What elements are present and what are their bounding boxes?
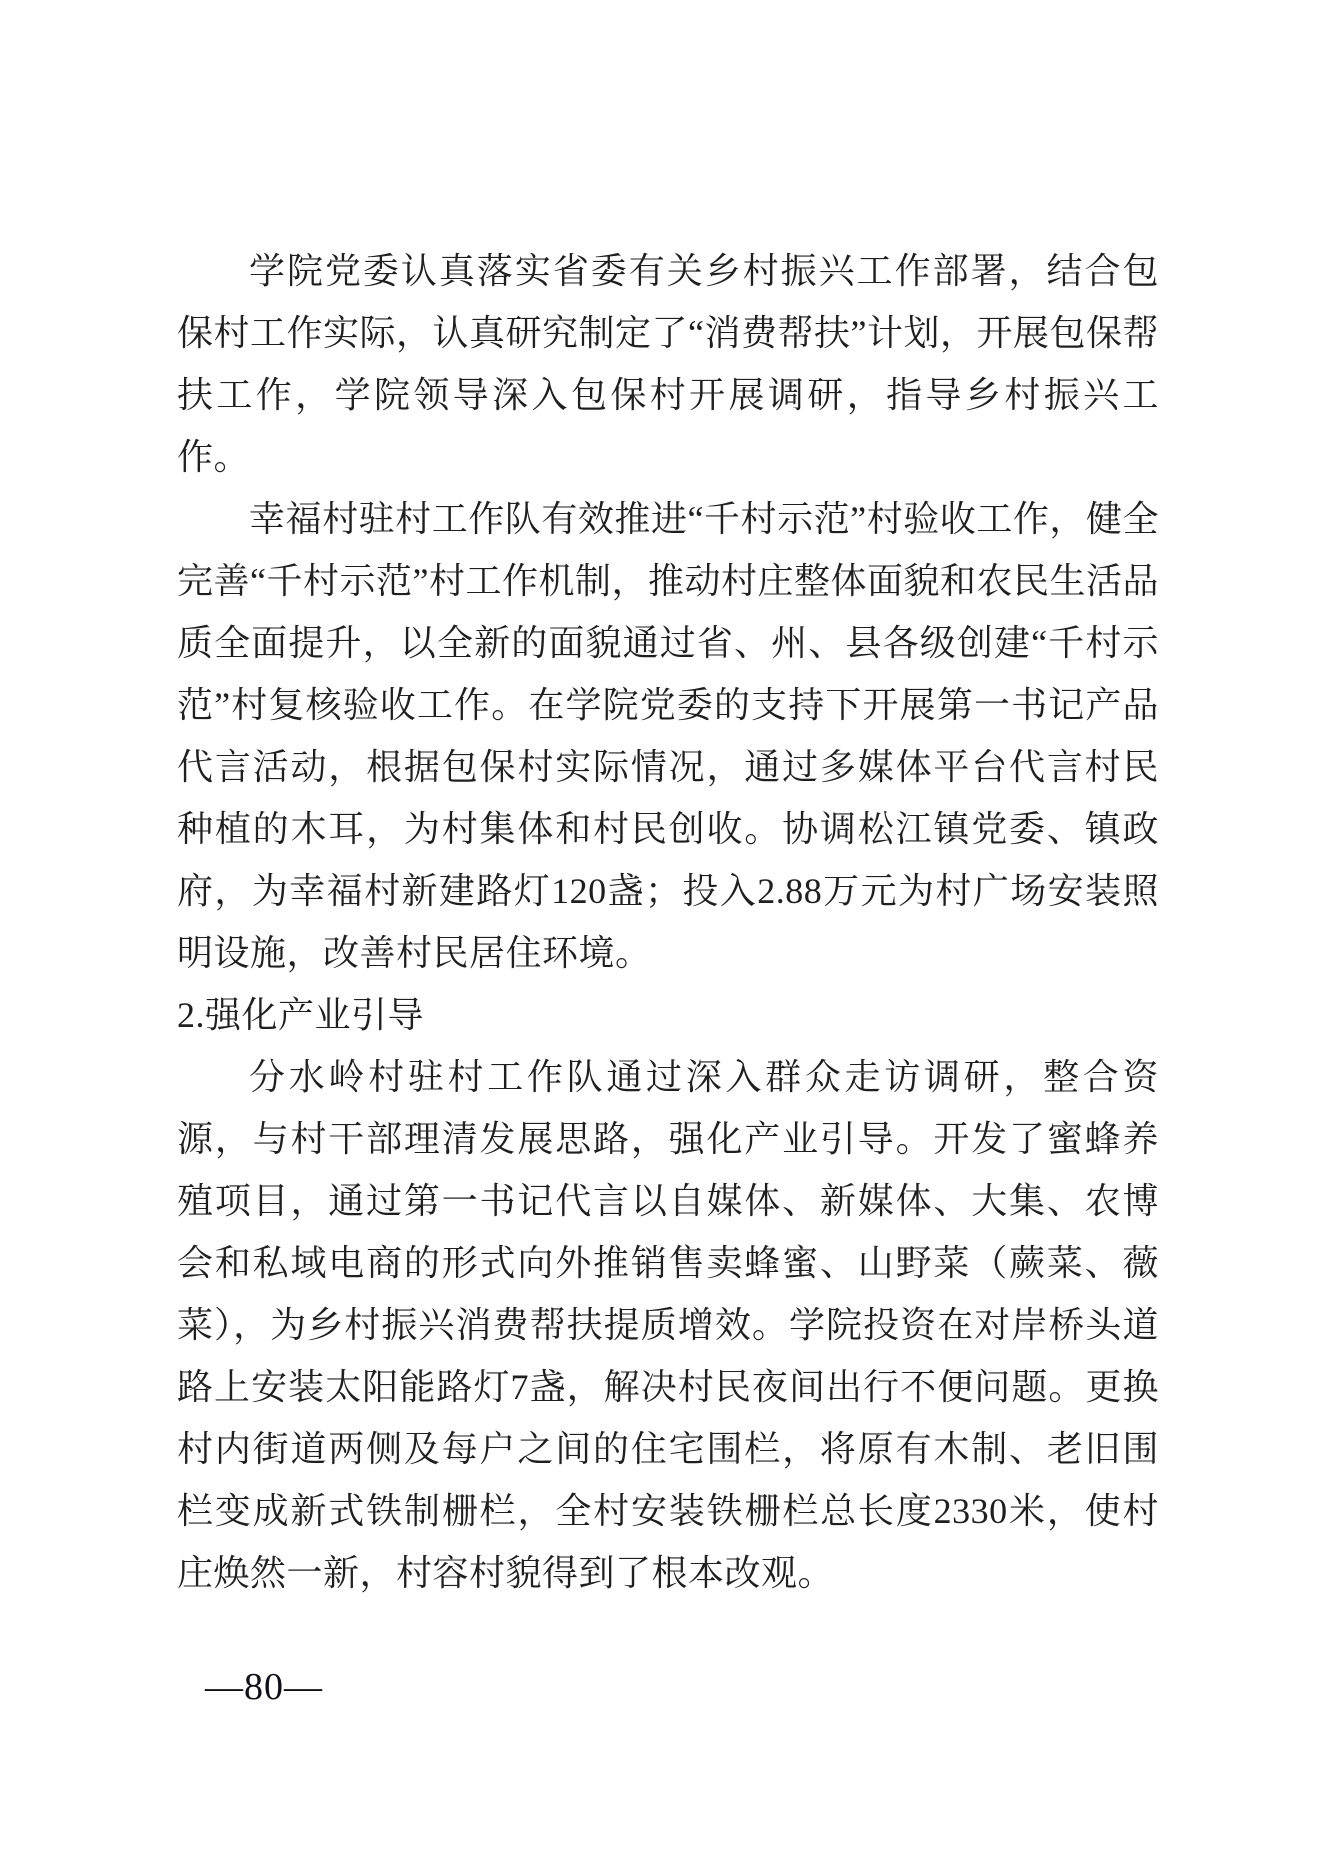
paragraph-2: 幸福村驻村工作队有效推进“千村示范”村验收工作，健全完善“千村示范”村工作机制，推动村庄整体面貌和农民生活品质全面提升，以全新的面貌通过省、州、县各级创建“千村示范”村复核验收工作。在学院党委的支持下开展第一书记产品代言活动，根据包保村实际情况，通过多媒体平台代言村民种植的木耳，为村集体和村民创收。协调松江镇党委、镇政府，为幸福村新建路灯120盏；投入2.88万元为村广场安装照明设施，改善村民居住环境。 [177,499,1159,973]
section-heading: 2.强化产业引导 [177,995,425,1035]
paragraph-1: 学院党委认真落实省委有关乡村振兴工作部署，结合包保村工作实际，认真研究制定了“消费帮扶”计划，开展包保帮扶工作，学院领导深入包保村开展调研，指导乡村振兴工作。 [177,251,1159,477]
page-number: —80— [205,1666,323,1708]
body-text-block [177,240,1159,1604]
paragraph-3: 分水岭村驻村工作队通过深入群众走访调研，整合资源，与村干部理清发展思路，强化产业引导。开发了蜜蜂养殖项目，通过第一书记代言以自媒体、新媒体、大集、农博会和私域电商的形式向外推销售卖蜂蜜、山野菜（蕨菜、薇菜），为乡村振兴消费帮扶提质增效。学院投资在对岸桥头道路上安装太阳能路灯7盏，解决村民夜间出行不便问题。更换村内街道两侧及每户之间的住宅围栏，将原有木制、老旧围栏变成新式铁制栅栏，全村安装铁栅栏总长度2330米，使村庄焕然一新，村容村貌得到了根本改观。 [177,1057,1159,1593]
